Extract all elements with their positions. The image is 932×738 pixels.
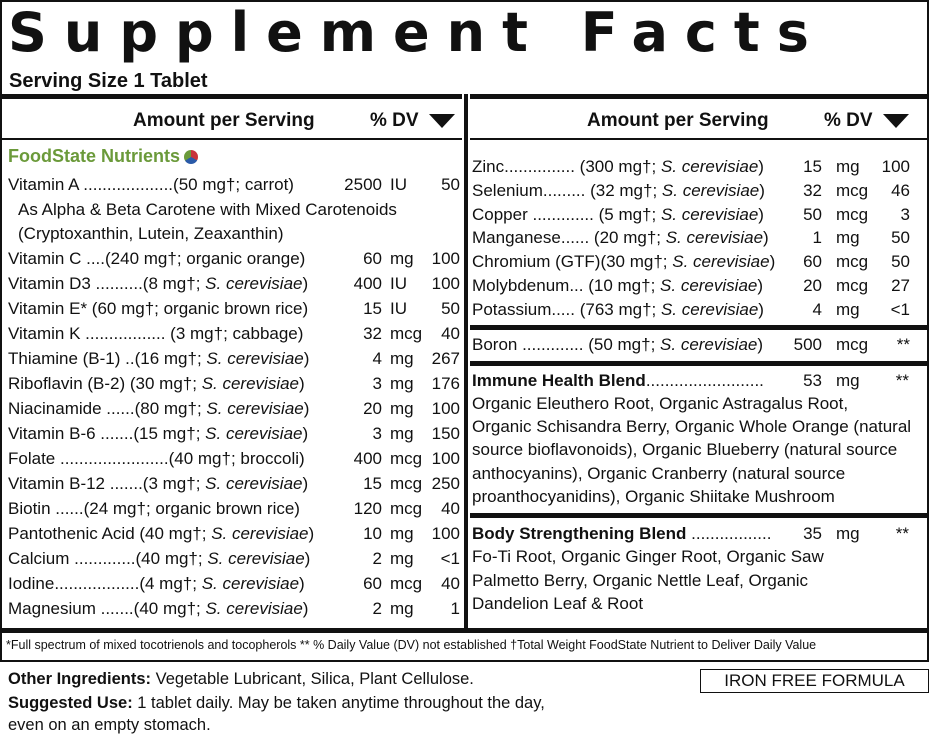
left-top-rule [2, 94, 462, 99]
immune-blend-ingredients-line: proanthocyanidins), Organic Shiitake Mushroom [472, 486, 835, 506]
body-blend-name: Body Strengthening Blend [472, 524, 687, 543]
nutrient-amount: 2 [372, 549, 382, 568]
nutrient-name: Pantothenic Acid (40 mg†; S. cerevisiae) [8, 524, 315, 543]
nutrient-row [8, 446, 463, 471]
nutrient-name: Vitamin C ....(240 mg†; organic orange) [8, 249, 306, 268]
nutrient-dv: ** [896, 335, 910, 354]
nutrient-row [8, 496, 463, 521]
nutrient-amount: 500 [793, 335, 822, 354]
body-top-rule [470, 513, 927, 518]
nutrient-amount: 60 [363, 574, 382, 593]
panel-title: Supplement Facts [8, 1, 826, 64]
leader-dots: ................. [691, 524, 772, 543]
nutrient-amount: 60 [803, 252, 822, 272]
nutrient-unit: mcg [390, 499, 423, 518]
nutrient-dv: 50 [891, 228, 910, 248]
nutrient-dv: 250 [431, 474, 460, 493]
nutrient-amount: 400 [353, 274, 382, 293]
immune-dv: ** [895, 371, 909, 390]
down-triangle-icon [429, 114, 455, 128]
body-blend-ingredients-line: Palmetto Berry, Organic Nettle Leaf, Organic [472, 570, 809, 590]
nutrient-name: Riboflavin (B-2) (30 mg†; S. cerevisiae) [8, 374, 305, 393]
nutrient-dv: 50 [441, 299, 460, 318]
nutrient-row [8, 521, 463, 546]
nutrient-dv: 50 [891, 252, 910, 272]
nutrient-amount: 32 [803, 180, 822, 200]
nutrient-name: Vitamin A ...................(50 mg†; carrot) [8, 175, 294, 194]
nutrient-dv: 27 [891, 276, 910, 295]
nutrient-amount: 120 [353, 499, 382, 518]
suggested-use-line-2: even on an empty stomach. [8, 716, 211, 734]
nutrient-amount: 4 [812, 299, 822, 319]
nutrient-unit: IU [390, 274, 407, 293]
nutrient-row [472, 225, 927, 250]
suggested-use [8, 692, 545, 714]
nutrient-amount: 50 [803, 204, 822, 224]
nutrient-dv: 100 [431, 524, 460, 543]
nutrient-unit: mg [836, 157, 860, 176]
nutrient-row [472, 249, 927, 274]
nutrient-name: Molybdenum... (10 mg†; S. cerevisiae) [472, 276, 764, 295]
foodstate-label: FoodState Nutrients [8, 146, 198, 167]
nutrient-row [472, 273, 927, 298]
footnote: *Full spectrum of mixed tocotrienols and tocopherols ** % Daily Value (DV) not established †Total Weight FoodState Nutrient to Deliver Daily Value [6, 638, 817, 652]
nutrient-name: Biotin ......(24 mg†; organic brown rice) [8, 499, 300, 518]
nutrient-unit: mg [390, 399, 414, 418]
nutrient-row [472, 154, 927, 179]
nutrient-dv: 100 [431, 449, 460, 468]
nutrient-name: Manganese...... (20 mg†; S. cerevisiae) [472, 228, 769, 248]
nutrient-unit: mg [390, 549, 414, 568]
nutrient-row [8, 421, 463, 446]
nutrient-unit: mg [836, 299, 860, 319]
nutrient-amount: 400 [353, 449, 382, 468]
body-blend-ingredients-line: Fo-Ti Root, Organic Ginger Root, Organic Saw [472, 547, 824, 566]
nutrient-dv: 3 [900, 204, 910, 224]
nutrient-unit: mcg [836, 204, 869, 224]
nutrient-row [8, 371, 463, 396]
nutrient-amount: 15 [803, 157, 822, 176]
nutrient-unit: mg [390, 424, 414, 443]
nutrient-dv: 176 [431, 374, 460, 393]
nutrient-name: Niacinamide ......(80 mg†; S. cerevisiae) [8, 399, 310, 418]
suggested-use-label: Suggested Use: [8, 694, 133, 712]
nutrient-row [472, 202, 927, 227]
right-amount-header: Amount per Serving [587, 110, 769, 131]
nutrient-amount: 15 [363, 474, 382, 493]
nutrient-dv: 100 [431, 249, 460, 268]
boron-top-rule [470, 325, 927, 330]
immune-blend-row [472, 368, 927, 393]
nutrient-name: Boron ............. (50 mg†; S. cerevisiae) [472, 335, 764, 354]
right-header-rule [470, 138, 927, 140]
nutrient-name: Vitamin E* (60 mg†; organic brown rice) [8, 299, 309, 318]
boron-row [472, 332, 927, 357]
column-divider [464, 94, 468, 628]
nutrient-name: Vitamin D3 ..........(8 mg†; S. cerevisiae) [8, 274, 309, 293]
immune-unit: mg [836, 371, 860, 390]
nutrient-dv: 50 [441, 175, 460, 194]
nutrient-unit: mcg [836, 335, 869, 354]
nutrient-unit: mcg [836, 276, 869, 295]
foodstate-logo-icon [184, 150, 198, 164]
nutrient-name: Magnesium .......(40 mg†; S. cerevisiae) [8, 599, 309, 618]
immune-top-rule [470, 361, 927, 366]
nutrient-row [472, 178, 927, 203]
nutrient-unit: mcg [390, 474, 423, 493]
other-ingredients-label: Other Ingredients: [8, 670, 152, 688]
nutrient-name: Calcium .............(40 mg†; S. cerevisiae) [8, 549, 311, 568]
nutrient-dv: 40 [441, 574, 460, 593]
nutrient-name: Copper ............. (5 mg†; S. cerevisiae) [472, 204, 764, 224]
nutrient-amount: 32 [363, 324, 382, 343]
immune-amount: 53 [803, 371, 822, 390]
nutrient-unit: mg [390, 249, 414, 268]
nutrient-name: Potassium..... (763 mg†; S. cerevisiae) [472, 299, 764, 319]
nutrient-name: Iodine..................(4 mg†; S. cerevisiae) [8, 574, 305, 593]
nutrient-amount: 15 [363, 299, 382, 318]
nutrient-row [8, 396, 463, 421]
body-unit: mg [836, 524, 860, 543]
nutrient-dv: 267 [431, 349, 460, 368]
nutrient-name: Vitamin B-6 .......(15 mg†; S. cerevisiae) [8, 424, 309, 443]
nutrient-row [8, 346, 463, 371]
left-dv-header: % DV [370, 110, 455, 132]
body-blend-ingredients-line: Dandelion Leaf & Root [472, 594, 644, 613]
nutrient-unit: mcg [836, 180, 869, 200]
nutrient-name: Vitamin K ................. (3 mg†; cabbage) [8, 324, 304, 343]
nutrient-amount: 20 [363, 399, 382, 418]
nutrient-row [8, 321, 463, 346]
down-triangle-icon [883, 114, 909, 128]
nutrient-unit: mcg [390, 574, 423, 593]
nutrient-row [8, 246, 463, 271]
nutrient-dv: 1 [450, 599, 460, 618]
immune-blend-ingredients-line: Organic Eleuthero Root, Organic Astragalus Root, [472, 394, 849, 413]
footnote-rule [2, 628, 927, 633]
nutrient-row [8, 571, 463, 596]
left-header-rule [2, 138, 462, 140]
nutrient-dv: 40 [441, 499, 460, 518]
suggested-use-text: 1 tablet daily. May be taken anytime throughout the day, [132, 694, 545, 712]
other-ingredients-text: Vegetable Lubricant, Silica, Plant Cellulose. [151, 670, 474, 688]
nutrient-dv: 100 [431, 274, 460, 293]
nutrient-unit: IU [390, 299, 407, 318]
nutrient-row [8, 271, 463, 296]
nutrient-row [8, 296, 463, 321]
nutrient-row [472, 297, 927, 322]
immune-blend-ingredients-line: anthocyanins), Organic Cranberry (natural source [472, 463, 846, 483]
nutrient-name: Zinc............... (300 mg†; S. cerevisiae) [472, 157, 764, 176]
serving-size: Serving Size 1 Tablet [9, 70, 208, 92]
immune-blend-ingredients-line: source bioflavonoids), Organic Blueberry (natural source [472, 440, 898, 460]
right-dv-header: % DV [824, 110, 909, 132]
immune-blend-name: Immune Health Blend [472, 371, 646, 390]
nutrient-amount: 3 [372, 374, 382, 393]
nutrient-amount: 20 [803, 276, 822, 295]
nutrient-amount: 10 [363, 524, 382, 543]
nutrient-unit: IU [390, 175, 407, 194]
body-amount: 35 [803, 524, 822, 543]
vitamin-a-note-line: As Alpha & Beta Carotene with Mixed Carotenoids [18, 200, 397, 219]
iron-free-badge: IRON FREE FORMULA [700, 669, 929, 693]
body-blend-row [472, 521, 927, 546]
nutrient-name: Chromium (GTF)(30 mg†; S. cerevisiae) [472, 252, 776, 272]
nutrient-unit: mcg [390, 449, 423, 468]
nutrient-amount: 4 [372, 349, 382, 368]
nutrient-row [8, 471, 463, 496]
body-dv: ** [895, 524, 909, 543]
nutrient-dv: 100 [431, 399, 460, 418]
leader-dots: ......................... [645, 371, 764, 390]
nutrient-dv: 40 [441, 324, 460, 343]
left-amount-header: Amount per Serving [133, 110, 315, 131]
nutrient-unit: mcg [836, 252, 869, 272]
nutrient-dv: <1 [890, 299, 910, 319]
nutrient-name: Thiamine (B-1) ..(16 mg†; S. cerevisiae) [8, 349, 310, 368]
nutrient-row [8, 596, 463, 621]
nutrient-unit: mg [390, 599, 414, 618]
nutrient-name: Folate .......................(40 mg†; broccoli) [8, 449, 305, 468]
nutrient-dv: 100 [881, 157, 910, 176]
right-top-rule [470, 94, 927, 99]
nutrient-dv: 150 [431, 424, 460, 443]
other-ingredients [8, 668, 474, 690]
nutrient-row [8, 172, 463, 197]
vitamin-a-note-line: (Cryptoxanthin, Lutein, Zeaxanthin) [18, 224, 284, 243]
nutrient-amount: 60 [363, 249, 382, 268]
nutrient-unit: mg [390, 524, 414, 543]
nutrient-dv: 46 [891, 180, 910, 200]
nutrient-name: Vitamin B-12 .......(3 mg†; S. cerevisiae) [8, 474, 309, 493]
nutrient-amount: 2 [372, 599, 382, 618]
nutrient-unit: mg [836, 228, 860, 248]
nutrient-row [8, 546, 463, 571]
nutrient-dv: <1 [440, 549, 460, 568]
nutrient-amount: 1 [812, 228, 822, 248]
nutrient-unit: mcg [390, 324, 423, 343]
nutrient-unit: mg [390, 374, 414, 393]
nutrient-amount: 3 [372, 424, 382, 443]
immune-blend-ingredients-line: Organic Schisandra Berry, Organic Whole Orange (natural [472, 417, 912, 437]
nutrient-name: Selenium......... (32 mg†; S. cerevisiae) [472, 180, 765, 200]
nutrient-unit: mg [390, 349, 414, 368]
nutrient-amount: 2500 [344, 175, 382, 194]
